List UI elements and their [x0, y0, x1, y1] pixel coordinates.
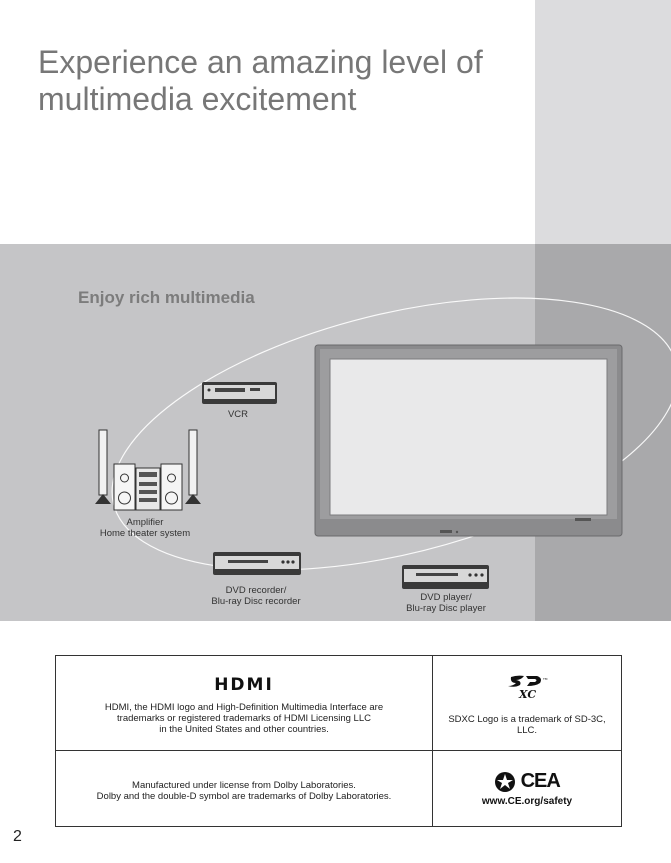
home-theater-illustration	[95, 430, 201, 510]
hdmi-logo: HDMI	[214, 675, 274, 695]
section-heading: Enjoy rich multimedia	[78, 288, 255, 307]
tv-illustration	[315, 345, 622, 536]
cea-url: www.CE.org/safety	[481, 796, 573, 807]
hdmi-notice-line1: HDMI, the HDMI logo and High-Definition Multimedia Interface are	[104, 702, 384, 713]
page-headline	[38, 44, 518, 118]
dvd-player-label-line1: DVD player/	[420, 592, 472, 603]
sdxc-notice-line2: LLC.	[516, 725, 538, 736]
dvd-recorder-illustration	[213, 552, 301, 575]
dolby-notice	[56, 780, 432, 802]
sdxc-notice-line1: SDXC Logo is a trademark of SD-3C,	[448, 714, 606, 725]
hdmi-notice-line2: trademarks or registered trademarks of HDMI Licensing LLC	[117, 713, 371, 724]
sdxc-logo	[507, 674, 549, 700]
svg-text:XC: XC	[519, 688, 537, 700]
dvd-player-illustration	[402, 565, 489, 589]
multimedia-illustration	[0, 244, 671, 621]
dvd-recorder-label	[200, 585, 312, 607]
cea-logo	[433, 770, 621, 793]
cea-cell	[433, 751, 621, 826]
hdmi-notice	[56, 702, 432, 735]
dvd-recorder-label-line2: Blu-ray Disc recorder	[211, 596, 301, 607]
cea-wordmark: CEA	[520, 770, 560, 792]
amplifier-label-line2: Home theater system	[99, 528, 191, 539]
hdmi-notice-line3: in the United States and other countries.	[159, 724, 329, 735]
dolby-notice-line1: Manufactured under license from Dolby Laboratories.	[132, 780, 356, 791]
trademark-table	[55, 655, 622, 827]
cea-emblem-icon	[494, 771, 516, 793]
dvd-player-label-line2: Blu-ray Disc player	[406, 603, 486, 614]
dolby-notice-line2: Dolby and the double-D symbol are trademarks of Dolby Laboratories.	[96, 791, 392, 802]
vcr-label: VCR	[227, 409, 249, 420]
dvd-player-label	[394, 592, 498, 614]
headline-line1: Experience an amazing level of	[38, 44, 483, 80]
dolby-cell	[56, 751, 433, 826]
side-panel-top	[535, 0, 671, 244]
sdxc-notice	[433, 714, 621, 736]
amplifier-label-line1: Amplifier	[126, 517, 164, 528]
page-number: 2	[13, 828, 22, 845]
svg-text:TM: TM	[543, 677, 548, 681]
vcr-illustration	[202, 382, 277, 404]
amplifier-label	[92, 517, 198, 539]
dvd-recorder-label-line1: DVD recorder/	[225, 585, 287, 596]
hdmi-cell	[56, 656, 433, 751]
headline-line2: multimedia excitement	[38, 81, 357, 117]
sdxc-cell	[433, 656, 621, 751]
